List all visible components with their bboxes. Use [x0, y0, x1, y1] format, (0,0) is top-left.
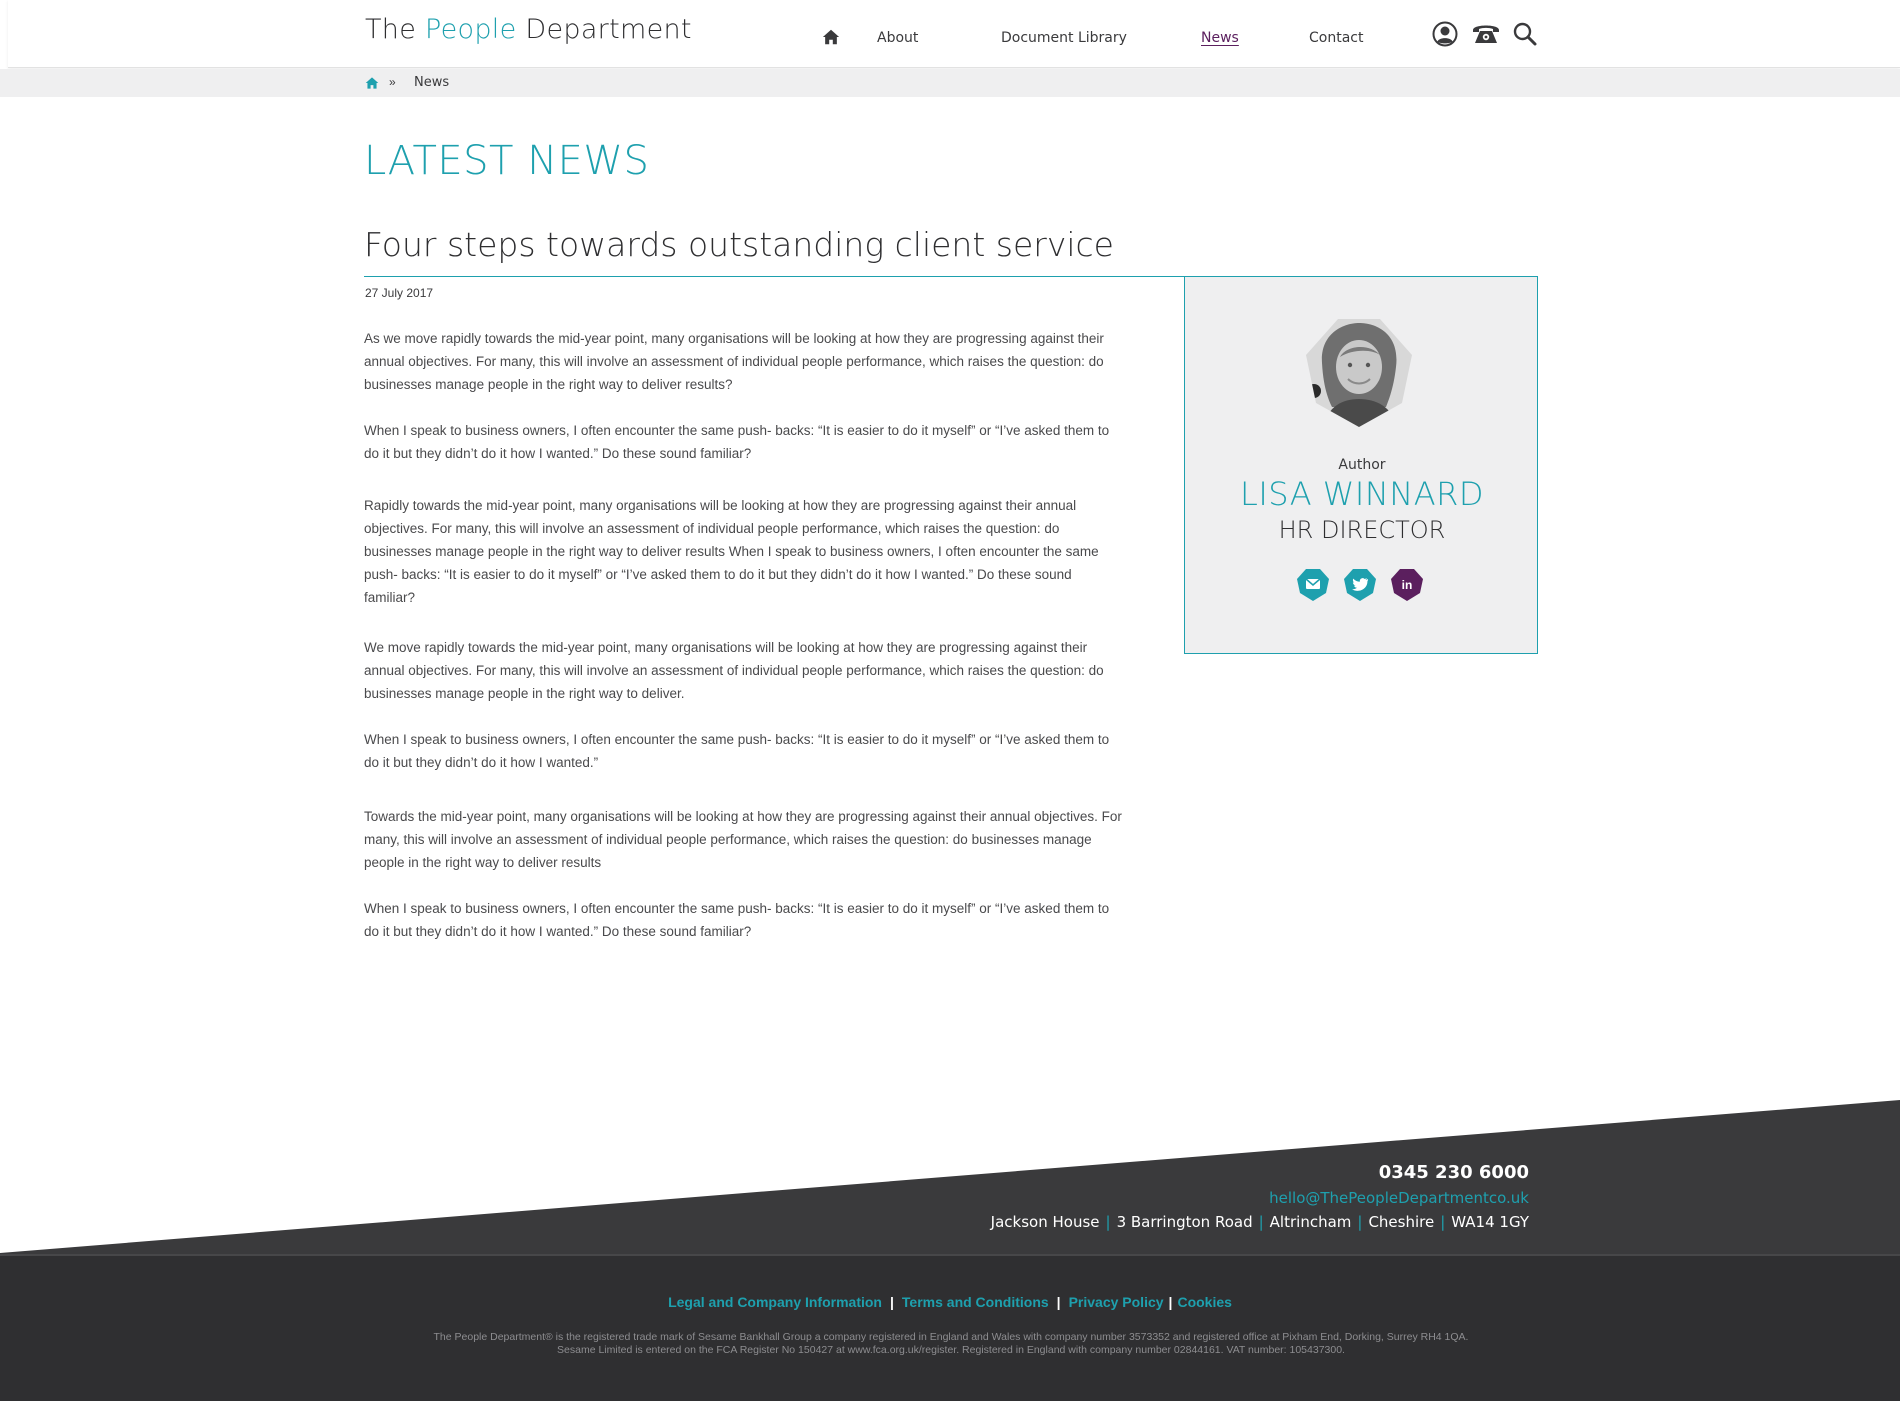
article-date: 27 July 2017 [365, 286, 434, 300]
breadcrumb-separator: » [389, 75, 396, 89]
footer-link-legal[interactable]: Legal and Company Information [668, 1294, 882, 1310]
linkedin-icon[interactable] [1389, 567, 1425, 603]
breadcrumb-current: News [414, 75, 450, 90]
address-line: 3 Barrington Road [1116, 1213, 1253, 1231]
footer-link-terms[interactable]: Terms and Conditions [901, 1294, 1049, 1310]
nav-link-news[interactable]: News [1201, 30, 1239, 46]
address-line: Cheshire [1368, 1213, 1435, 1231]
main-nav [8, 0, 1900, 68]
legal-line: The People Department® is the registered trade mark of Sesame Bankhall Group a company registered in England and Wales with company number 3573352 and registered office at Pixham End, Dorking, Surrey RH4 1QA. [433, 1331, 1469, 1343]
article-body [364, 327, 1126, 966]
logo-text-the: The [365, 14, 425, 45]
footer-link-separator: | [889, 1294, 894, 1310]
article-paragraph: Rapidly towards the mid-year point, many organisations will be looking at how they are progressing against their annual objectives. For many, this will involve an assessment of individual people performance, which raises the question: do businesses manage people in the right way to deliver results When I speak to business owners, I often encounter the same push- backs: “It is easier to do it myself” or “I’ve asked them to do it but they didn’t do it how I wanted.” Do these sound familiar? [364, 498, 1099, 605]
article-paragraph: When I speak to business owners, I often encounter the same push- backs: “It is easier to do it myself” or “I’ve asked them to do it but they didn’t do it how I wanted.” Do these sound familiar? [364, 901, 1110, 939]
article-paragraph: When I speak to business owners, I often encounter the same push- backs: “It is easier to do it myself” or “I’ve asked them to do it but they didn’t do it how I wanted.” [364, 732, 1110, 770]
footer-link-separator: | [1168, 1294, 1173, 1310]
nav-link-about[interactable]: About [877, 30, 919, 46]
article-paragraph: As we move rapidly towards the mid-year point, many organisations will be looking at how they are progressing against their annual objectives. For many, this will involve an assessment of individual people performance, which raises the question: do businesses manage people in the right way to deliver results? [364, 331, 1104, 392]
address-separator: | [1105, 1213, 1111, 1231]
address-separator: | [1357, 1213, 1363, 1231]
svg-text:in: in [1401, 578, 1413, 592]
breadcrumb-home-icon[interactable] [365, 76, 379, 90]
nav-link-contact[interactable]: Contact [1309, 30, 1364, 46]
legal-line: Sesame Limited is entered on the FCA Register No 150427 at www.fca.org.uk/register. Registered in England with company number 02844161. VAT number: 105437300. [557, 1344, 1345, 1356]
address-line: Altrincham [1269, 1213, 1352, 1231]
email-icon[interactable] [1295, 567, 1331, 603]
address-line: Jackson House [990, 1213, 1100, 1231]
footer-legal-text [364, 1331, 1538, 1357]
footer-address [991, 1213, 1529, 1231]
twitter-icon[interactable] [1342, 567, 1378, 603]
user-icon[interactable] [1431, 20, 1459, 48]
footer-email[interactable]: hello@ThePeopleDepartmentco.uk [1269, 1189, 1529, 1207]
breadcrumb [0, 69, 1900, 97]
nav-link-document-library[interactable]: Document Library [1001, 30, 1127, 46]
footer-link-cookies[interactable]: Cookies [1177, 1294, 1232, 1310]
address-line: WA14 1GY [1451, 1213, 1529, 1231]
author-name: LISA WINNARD [1240, 475, 1484, 513]
article-paragraph: When I speak to business owners, I often encounter the same push- backs: “It is easier to do it myself” or “I’ve asked them to do it but they didn’t do it how I wanted.” Do these sound familiar? [364, 423, 1110, 461]
footer-links [0, 1294, 1900, 1310]
address-separator: | [1440, 1213, 1446, 1231]
home-icon[interactable] [822, 28, 840, 46]
search-icon[interactable] [1511, 20, 1539, 48]
article-paragraph: We move rapidly towards the mid-year point, many organisations will be looking at how they are progressing against their annual objectives. For many, this will involve an assessment of individual people performance, which raises the question: do businesses manage people in the right way to deliver. [364, 640, 1104, 701]
phone-icon[interactable] [1470, 20, 1502, 48]
logo-text-people: People [425, 14, 517, 45]
site-header [8, 0, 1900, 68]
author-avatar [1302, 315, 1416, 429]
article-title: Four steps towards outstanding client service [364, 225, 1114, 264]
footer-link-privacy[interactable]: Privacy Policy [1068, 1294, 1164, 1310]
logo-text-department: Department [516, 14, 692, 45]
author-role: HR DIRECTOR [1278, 516, 1446, 544]
author-label: Author [1338, 457, 1386, 473]
footer-link-separator: | [1056, 1294, 1061, 1310]
address-separator: | [1258, 1213, 1264, 1231]
footer-phone[interactable]: 0345 230 6000 [1378, 1162, 1529, 1183]
section-title: LATEST NEWS [364, 138, 650, 184]
article-paragraph: Towards the mid-year point, many organisations will be looking at how they are progressing against their annual objectives. For many, this will involve an assessment of individual people performance, which raises the question: do businesses manage people in the right way to deliver results [364, 809, 1122, 870]
author-card [1184, 276, 1538, 654]
